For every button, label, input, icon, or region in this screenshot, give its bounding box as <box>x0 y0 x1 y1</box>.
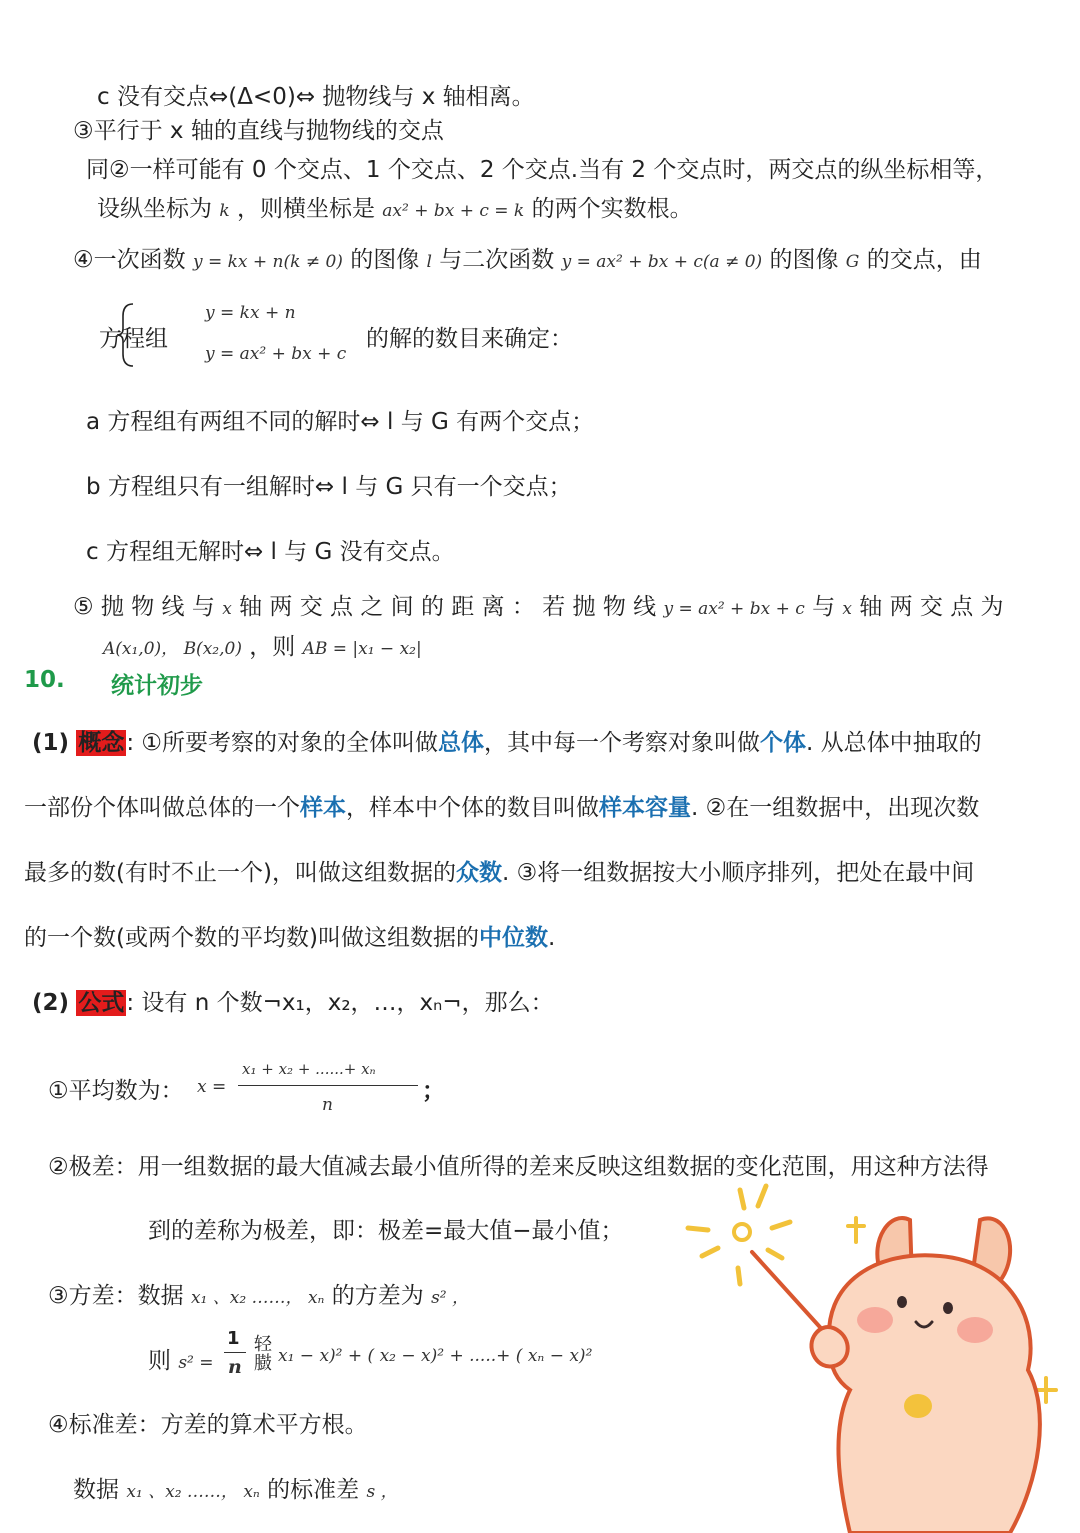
text: 的标准差 <box>267 1477 360 1503</box>
system-eq-1: y = kx + n <box>205 303 296 323</box>
distance-heading <box>73 588 1004 621</box>
text: 的图像 <box>769 247 839 273</box>
text: ，其中每一个考察对象叫做 <box>484 730 761 756</box>
concept-line-1 <box>32 724 982 757</box>
text: 则 <box>148 1348 171 1374</box>
text: ，则横坐标是 <box>236 196 375 222</box>
formula-intro <box>32 984 554 1017</box>
text: 的方差为 <box>331 1283 424 1309</box>
text: 轴 两 交 点 之 间 的 距 离 ： 若 抛 物 线 <box>239 594 657 620</box>
variance-one: 1 <box>227 1328 240 1349</box>
math-s2: s² ， <box>431 1288 470 1308</box>
term-sample: 样本 <box>300 795 346 821</box>
bunny-badge-icon <box>904 1394 932 1418</box>
text: 最多的数(有时不止一个)，叫做这组数据的 <box>24 860 456 886</box>
mean-numerator: x₁ + x₂ + ......+ xₙ <box>242 1060 376 1078</box>
text: ，样本中个体的数目叫做 <box>346 795 599 821</box>
section-number: 10. <box>24 667 65 693</box>
bunny-cheek-icon <box>857 1307 893 1333</box>
bunny-body-icon <box>829 1255 1040 1533</box>
term-mode: 众数 <box>455 860 502 886</box>
std-line-1: ④标准差：方差的算术平方根。 <box>48 1412 368 1438</box>
math-parabola: y = ax² + bx + c <box>663 599 805 619</box>
text: 的一个数(或两个数的平均数)叫做这组数据的 <box>24 925 479 951</box>
disjoint-condition-line: c 没有交点⇔(Δ<0)⇔ 抛物线与 x 轴相离。 <box>97 84 535 110</box>
part-index: (1) <box>32 730 70 756</box>
parallel-line-heading: ③平行于 x 轴的直线与抛物线的交点 <box>73 118 444 144</box>
concept-line-4 <box>24 919 555 952</box>
variance-line-1 <box>48 1277 469 1310</box>
text: 轴 两 交 点 为 <box>859 594 1004 620</box>
term-population: 总体 <box>438 730 485 756</box>
text: . <box>547 925 556 951</box>
mean-denominator: n <box>322 1095 333 1115</box>
text: 数据 <box>73 1477 119 1503</box>
math-s2-eq: s² = <box>178 1353 214 1373</box>
case-c: c 方程组无解时⇔ l 与 G 没有交点。 <box>86 539 455 565</box>
math-equation: ax² + bx + c = k <box>382 201 525 221</box>
math-k: k <box>219 201 230 221</box>
math-ab: AB = |x₁ − x₂| <box>302 639 422 659</box>
mean-lhs: x = <box>197 1077 227 1097</box>
mean-fraction-bar <box>238 1085 418 1086</box>
std-line-2 <box>73 1471 398 1504</box>
range-line-2: 到的差称为极差，即：极差=最大值−最小值； <box>148 1218 624 1244</box>
sparkle-icon <box>848 1218 864 1242</box>
math-x: x <box>222 599 232 619</box>
concept-line-3 <box>24 854 974 887</box>
parallel-line-text-2 <box>97 190 693 223</box>
text: . ②在一组数据中，出现次数 <box>691 795 980 821</box>
math-g: G <box>845 252 860 272</box>
bunny-cheek-icon <box>957 1317 993 1343</box>
variance-prefix <box>148 1342 214 1375</box>
text: 设纵坐标为 <box>97 196 212 222</box>
variance-terms: x₁ − x)² + ( x₂ − x)² + .....+ ( xₙ − x)² <box>278 1346 593 1366</box>
math-x: x <box>842 599 852 619</box>
text: 的交点，由 <box>866 247 982 273</box>
math-quadratic: y = ax² + bx + c(a ≠ 0) <box>561 252 763 272</box>
text: : ①所要考察的对象的全体叫做 <box>126 730 439 756</box>
bunny-paw-icon <box>811 1327 847 1366</box>
formula-tag: 公式 <box>78 990 125 1016</box>
variance-n: n <box>228 1356 242 1378</box>
math-linear: y = kx + n(k ≠ 0) <box>192 252 343 272</box>
bunny-with-wand-illustration <box>680 1180 1080 1533</box>
text: 与 <box>812 594 836 620</box>
term-median: 中位数 <box>478 925 548 951</box>
text: . 从总体中抽取的 <box>806 730 982 756</box>
left-brace-icon <box>117 302 135 368</box>
system-eq-2: y = ax² + bx + c <box>205 344 347 364</box>
math-data: x₁ 、x₂ ……， xₙ <box>126 1482 260 1502</box>
part-index: (2) <box>32 990 70 1016</box>
garbled-glyph: 轻臌 <box>254 1334 272 1374</box>
section-title: 统计初步 <box>111 673 203 699</box>
math-l: l <box>426 252 432 272</box>
term-sample-size: 样本容量 <box>599 795 691 821</box>
text: . ③将一组数据按大小顺序排列，把处在最中间 <box>501 860 975 886</box>
text: 与二次函数 <box>439 247 555 273</box>
parallel-line-text: 同②一样可能有 0 个交点、1 个交点、2 个交点.当有 2 个交点时，两交点的纵坐标相等， <box>86 157 999 183</box>
range-line-1: ②极差：用一组数据的最大值减去最小值所得的差来反映这组数据的变化范围，用这种方法得 <box>48 1154 989 1180</box>
wand-icon <box>752 1252 828 1336</box>
sparkle-rays-icon <box>688 1186 790 1284</box>
case-b: b 方程组只有一组解时⇔ l 与 G 只有一个交点； <box>86 474 572 500</box>
text: ③方差：数据 <box>48 1283 184 1309</box>
math-s: s ， <box>366 1482 398 1502</box>
variance-fraction-bar <box>224 1352 246 1353</box>
text: ④一次函数 <box>73 247 186 273</box>
concept-line-2 <box>24 789 979 822</box>
text: 一部份个体叫做总体的一个 <box>24 795 300 821</box>
text: 的图像 <box>350 247 420 273</box>
term-individual: 个体 <box>760 730 807 756</box>
text: ，则 <box>249 634 296 660</box>
concept-tag: 概念 <box>78 730 125 756</box>
distance-formula <box>103 628 422 661</box>
case-a: a 方程组有两组不同的解时⇔ l 与 G 有两个交点； <box>86 409 595 435</box>
text: ⑤ 抛 物 线 与 <box>73 594 215 620</box>
bunny-eye-icon <box>943 1302 953 1314</box>
system-tail: 的解的数目来确定： <box>366 326 573 352</box>
intersection-heading <box>73 241 982 274</box>
text: 的两个实数根。 <box>531 196 693 222</box>
mean-label: ①平均数为： <box>48 1078 184 1104</box>
system-label: 方程组 <box>99 326 168 352</box>
mean-end: ； <box>422 1078 445 1104</box>
math-points: A(x₁,0)， B(x₂,0) <box>103 639 242 659</box>
text: : 设有 n 个数¬x₁，x₂，…，xₙ¬，那么： <box>126 990 554 1016</box>
wand-star-icon <box>734 1224 750 1240</box>
math-data: x₁ 、x₂ ……， xₙ <box>190 1288 325 1308</box>
bunny-eye-icon <box>897 1296 907 1308</box>
